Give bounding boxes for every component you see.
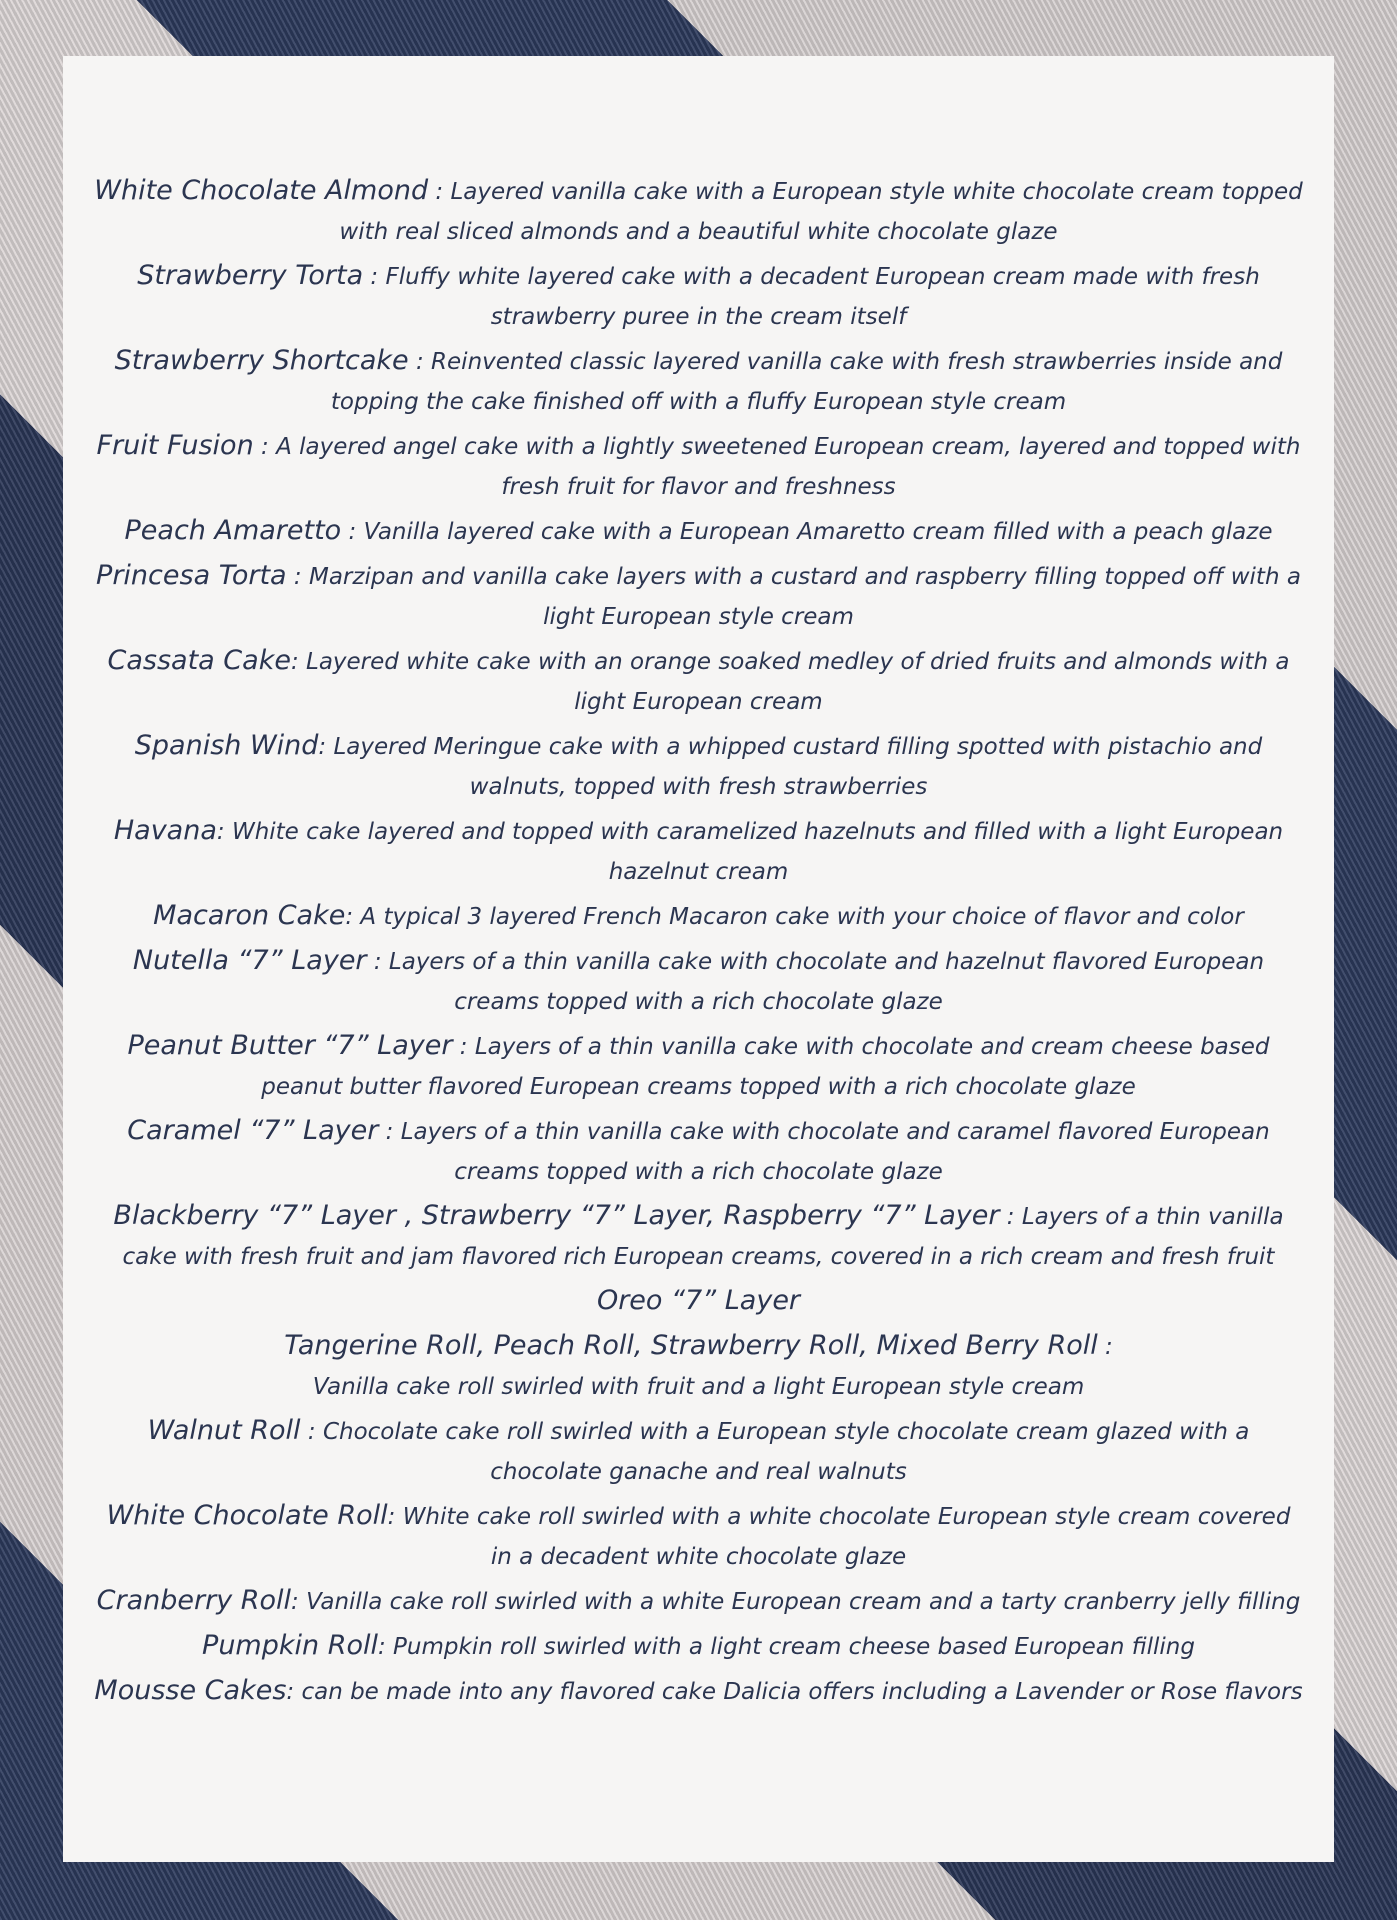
menu-item bbox=[93, 1626, 1304, 1667]
item-name: Pumpkin Roll bbox=[202, 1630, 378, 1661]
item-description: Reinvented classic layered vanilla cake with fresh strawberries inside and topping the cake finished off with a fluffy European style cream bbox=[330, 349, 1283, 415]
menu-page bbox=[63, 56, 1334, 1862]
item-name: Cranberry Roll bbox=[96, 1585, 292, 1616]
menu-item bbox=[93, 1671, 1304, 1712]
item-name: Blackberry “7” Layer , Strawberry “7” Layer, Raspberry “7” Layer bbox=[113, 1200, 1000, 1231]
menu-item bbox=[93, 1111, 1304, 1192]
menu-item bbox=[93, 341, 1304, 422]
item-separator: : bbox=[341, 519, 364, 545]
item-description: Marzipan and vanilla cake layers with a custard and raspberry filling topped off with a light European style cream bbox=[308, 564, 1301, 630]
item-separator: : bbox=[290, 649, 306, 675]
item-description: Layered vanilla cake with a European style white chocolate cream topped with real sliced almonds and a beautiful white chocolate glaze bbox=[339, 179, 1303, 245]
item-name: Spanish Wind bbox=[134, 730, 319, 761]
item-description: Layered white cake with an orange soaked medley of dried fruits and almonds with a light European cream bbox=[306, 649, 1290, 715]
item-separator: : bbox=[452, 1034, 475, 1060]
item-separator: : bbox=[286, 1679, 302, 1705]
item-description: can be made into any flavored cake Dalicia offers including a Lavender or Rose flavors bbox=[301, 1679, 1303, 1705]
item-name: Tangerine Roll, Peach Roll, Strawberry Roll, Mixed Berry Roll bbox=[284, 1330, 1098, 1361]
item-name: Fruit Fusion bbox=[96, 430, 254, 461]
item-name: Nutella “7” Layer bbox=[132, 945, 367, 976]
item-description: Layers of a thin vanilla cake with chocolate and hazelnut flavored European creams topped with a rich chocolate glaze bbox=[388, 949, 1265, 1015]
item-name: Princesa Torta bbox=[96, 560, 287, 591]
item-description: Chocolate cake roll swirled with a European style chocolate cream glazed with a chocolate ganache and real walnuts bbox=[322, 1419, 1250, 1485]
item-description: Layers of a thin vanilla cake with chocolate and cream cheese based peanut butter flavored European creams topped with a rich chocolate glaze bbox=[261, 1034, 1270, 1100]
menu-item bbox=[93, 941, 1304, 1022]
item-name: Peanut Butter “7” Layer bbox=[127, 1030, 453, 1061]
item-separator: : bbox=[378, 1119, 401, 1145]
item-description: Layers of a thin vanilla cake with fresh fruit and jam flavored rich European creams, covered in a rich cream and fresh fruit bbox=[122, 1204, 1284, 1270]
menu-item bbox=[93, 1326, 1304, 1407]
item-description: A typical 3 layered French Macaron cake with your choice of flavor and color bbox=[360, 904, 1244, 930]
item-name: Caramel “7” Layer bbox=[127, 1115, 379, 1146]
item-name: Macaron Cake bbox=[153, 900, 346, 931]
item-separator: : bbox=[286, 564, 309, 590]
item-separator: : bbox=[1097, 1334, 1113, 1360]
menu-item bbox=[93, 811, 1304, 892]
item-description: White cake layered and topped with caramelized hazelnuts and filled with a light European hazelnut cream bbox=[231, 819, 1284, 885]
menu-item bbox=[93, 896, 1304, 937]
item-description: Layered Meringue cake with a whipped custard filling spotted with pistachio and walnuts, topped with fresh strawberries bbox=[333, 734, 1263, 800]
item-description: Vanilla layered cake with a European Amaretto cream filled with a peach glaze bbox=[363, 519, 1273, 545]
item-name: Strawberry Torta bbox=[137, 260, 364, 291]
menu-item bbox=[93, 726, 1304, 807]
item-separator: : bbox=[999, 1204, 1022, 1230]
item-name: Cassata Cake bbox=[107, 645, 291, 676]
item-separator: : bbox=[377, 1634, 394, 1660]
item-separator: : bbox=[363, 264, 386, 290]
item-name: Walnut Roll bbox=[147, 1415, 301, 1446]
item-separator: : bbox=[387, 1504, 403, 1530]
item-separator: : bbox=[291, 1589, 307, 1615]
item-description: A layered angel cake with a lightly sweetened European cream, layered and topped with fresh fruit for flavor and freshness bbox=[276, 434, 1301, 500]
menu-item bbox=[93, 1026, 1304, 1107]
cake-menu-list bbox=[93, 171, 1304, 1712]
item-description: White cake roll swirled with a white chocolate European style cream covered in a decadent white chocolate glaze bbox=[402, 1504, 1291, 1570]
item-separator: : bbox=[216, 819, 232, 845]
item-separator: : bbox=[408, 349, 432, 375]
item-description: Vanilla cake roll swirled with a white European cream and a tarty cranberry jelly filling bbox=[306, 1589, 1301, 1615]
menu-item bbox=[93, 511, 1304, 552]
menu-item bbox=[93, 1581, 1304, 1622]
menu-item bbox=[93, 1196, 1304, 1277]
item-description-line: Vanilla cake roll swirled with fruit and a light European style cream bbox=[312, 1374, 1085, 1400]
item-separator: : bbox=[345, 904, 361, 930]
item-description: Pumpkin roll swirled with a light cream cheese based European filling bbox=[393, 1634, 1195, 1660]
item-name: Havana bbox=[113, 815, 217, 846]
menu-item bbox=[93, 556, 1304, 637]
menu-item bbox=[93, 256, 1304, 337]
menu-item bbox=[93, 1411, 1304, 1492]
item-separator: : bbox=[428, 179, 451, 205]
item-name: Strawberry Shortcake bbox=[114, 345, 409, 376]
item-separator: : bbox=[366, 949, 389, 975]
item-separator: : bbox=[300, 1419, 323, 1445]
menu-item bbox=[93, 641, 1304, 722]
menu-item bbox=[93, 1496, 1304, 1577]
item-separator: : bbox=[253, 434, 277, 460]
menu-item bbox=[93, 171, 1304, 252]
item-separator: : bbox=[318, 734, 334, 760]
item-description: Fluffy white layered cake with a decadent European cream made with fresh strawberry puree in the cream itself bbox=[385, 264, 1260, 330]
menu-item bbox=[93, 426, 1304, 507]
item-name: White Chocolate Almond bbox=[94, 175, 429, 206]
menu-item bbox=[93, 1281, 1304, 1322]
item-name: Peach Amaretto bbox=[124, 515, 342, 546]
item-name: Mousse Cakes bbox=[94, 1675, 287, 1706]
item-description: Layers of a thin vanilla cake with chocolate and caramel flavored European creams topped with a rich chocolate glaze bbox=[400, 1119, 1270, 1185]
item-name: Oreo “7” Layer bbox=[596, 1285, 801, 1316]
item-name: White Chocolate Roll bbox=[106, 1500, 388, 1531]
